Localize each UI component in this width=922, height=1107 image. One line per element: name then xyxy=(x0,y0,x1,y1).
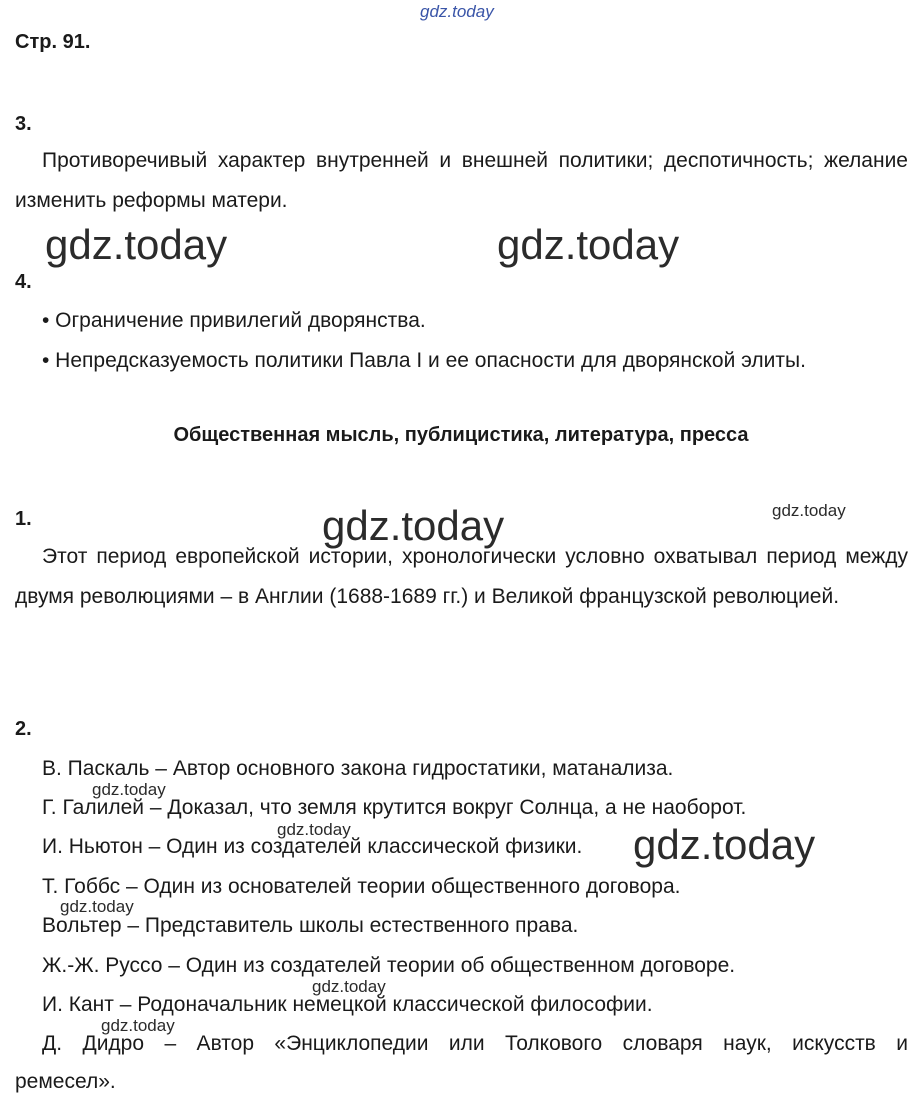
answer-text: Противоречивый характер внутренней и внешней политики; деспотичность; желание изменить реформы матери. xyxy=(15,149,908,212)
list-item: Вольтер – Представитель школы естественного права. xyxy=(42,914,579,937)
watermark-large: gdz.today xyxy=(497,221,680,268)
watermark-small: gdz.today xyxy=(772,501,846,520)
list-item: Т. Гоббс – Один из основателей теории общественного договора. xyxy=(42,875,681,898)
watermark-small: gdz.today xyxy=(101,1016,175,1035)
watermark-small: gdz.today xyxy=(92,780,166,799)
watermark-large: gdz.today xyxy=(45,221,228,268)
list-item: Ж.-Ж. Руссо – Один из создателей теории об общественном договоре. xyxy=(42,954,736,977)
watermark-small: gdz.today xyxy=(60,897,134,916)
watermark-small: gdz.today xyxy=(312,977,386,996)
bullet-item: • Ограничение привилегий дворянства. xyxy=(42,309,426,332)
watermark-large: gdz.today xyxy=(322,502,505,549)
list-item: И. Кант – Родоначальник немецкой классической философии. xyxy=(42,993,653,1016)
question-number: 3. xyxy=(15,113,32,135)
list-item: Г. Галилей – Доказал, что земля крутится вокруг Солнца, а не наоборот. xyxy=(42,796,747,819)
page-label: Стр. 91. xyxy=(15,31,91,53)
answer-text: Этот период европейской истории, хронологически условно охватывал период между двумя революциями – в Англии (1688-1689 гг.) и Великой французской революцией. xyxy=(15,545,908,608)
question-number: 2. xyxy=(15,718,32,740)
answer-paragraph xyxy=(15,141,908,221)
answer-paragraph xyxy=(15,537,908,617)
watermark-small: gdz.today xyxy=(277,820,351,839)
watermark-large: gdz.today xyxy=(633,821,816,868)
list-item: Д. Дидро – Автор «Энциклопедии или Толкового словаря наук, искусств и xyxy=(42,1032,908,1055)
list-item-continuation: ремесел». xyxy=(15,1070,116,1093)
section-heading: Общественная мысль, публицистика, литература, пресса xyxy=(173,424,749,446)
bullet-item: • Непредсказуемость политики Павла I и ее опасности для дворянской элиты. xyxy=(42,349,806,372)
list-item: И. Ньютон – Один из создателей классической физики. xyxy=(42,835,583,858)
watermark-top: gdz.today xyxy=(420,2,494,21)
question-number: 4. xyxy=(15,271,32,293)
question-number: 1. xyxy=(15,508,32,530)
list-item: В. Паскаль – Автор основного закона гидростатики, матанализа. xyxy=(42,757,674,780)
